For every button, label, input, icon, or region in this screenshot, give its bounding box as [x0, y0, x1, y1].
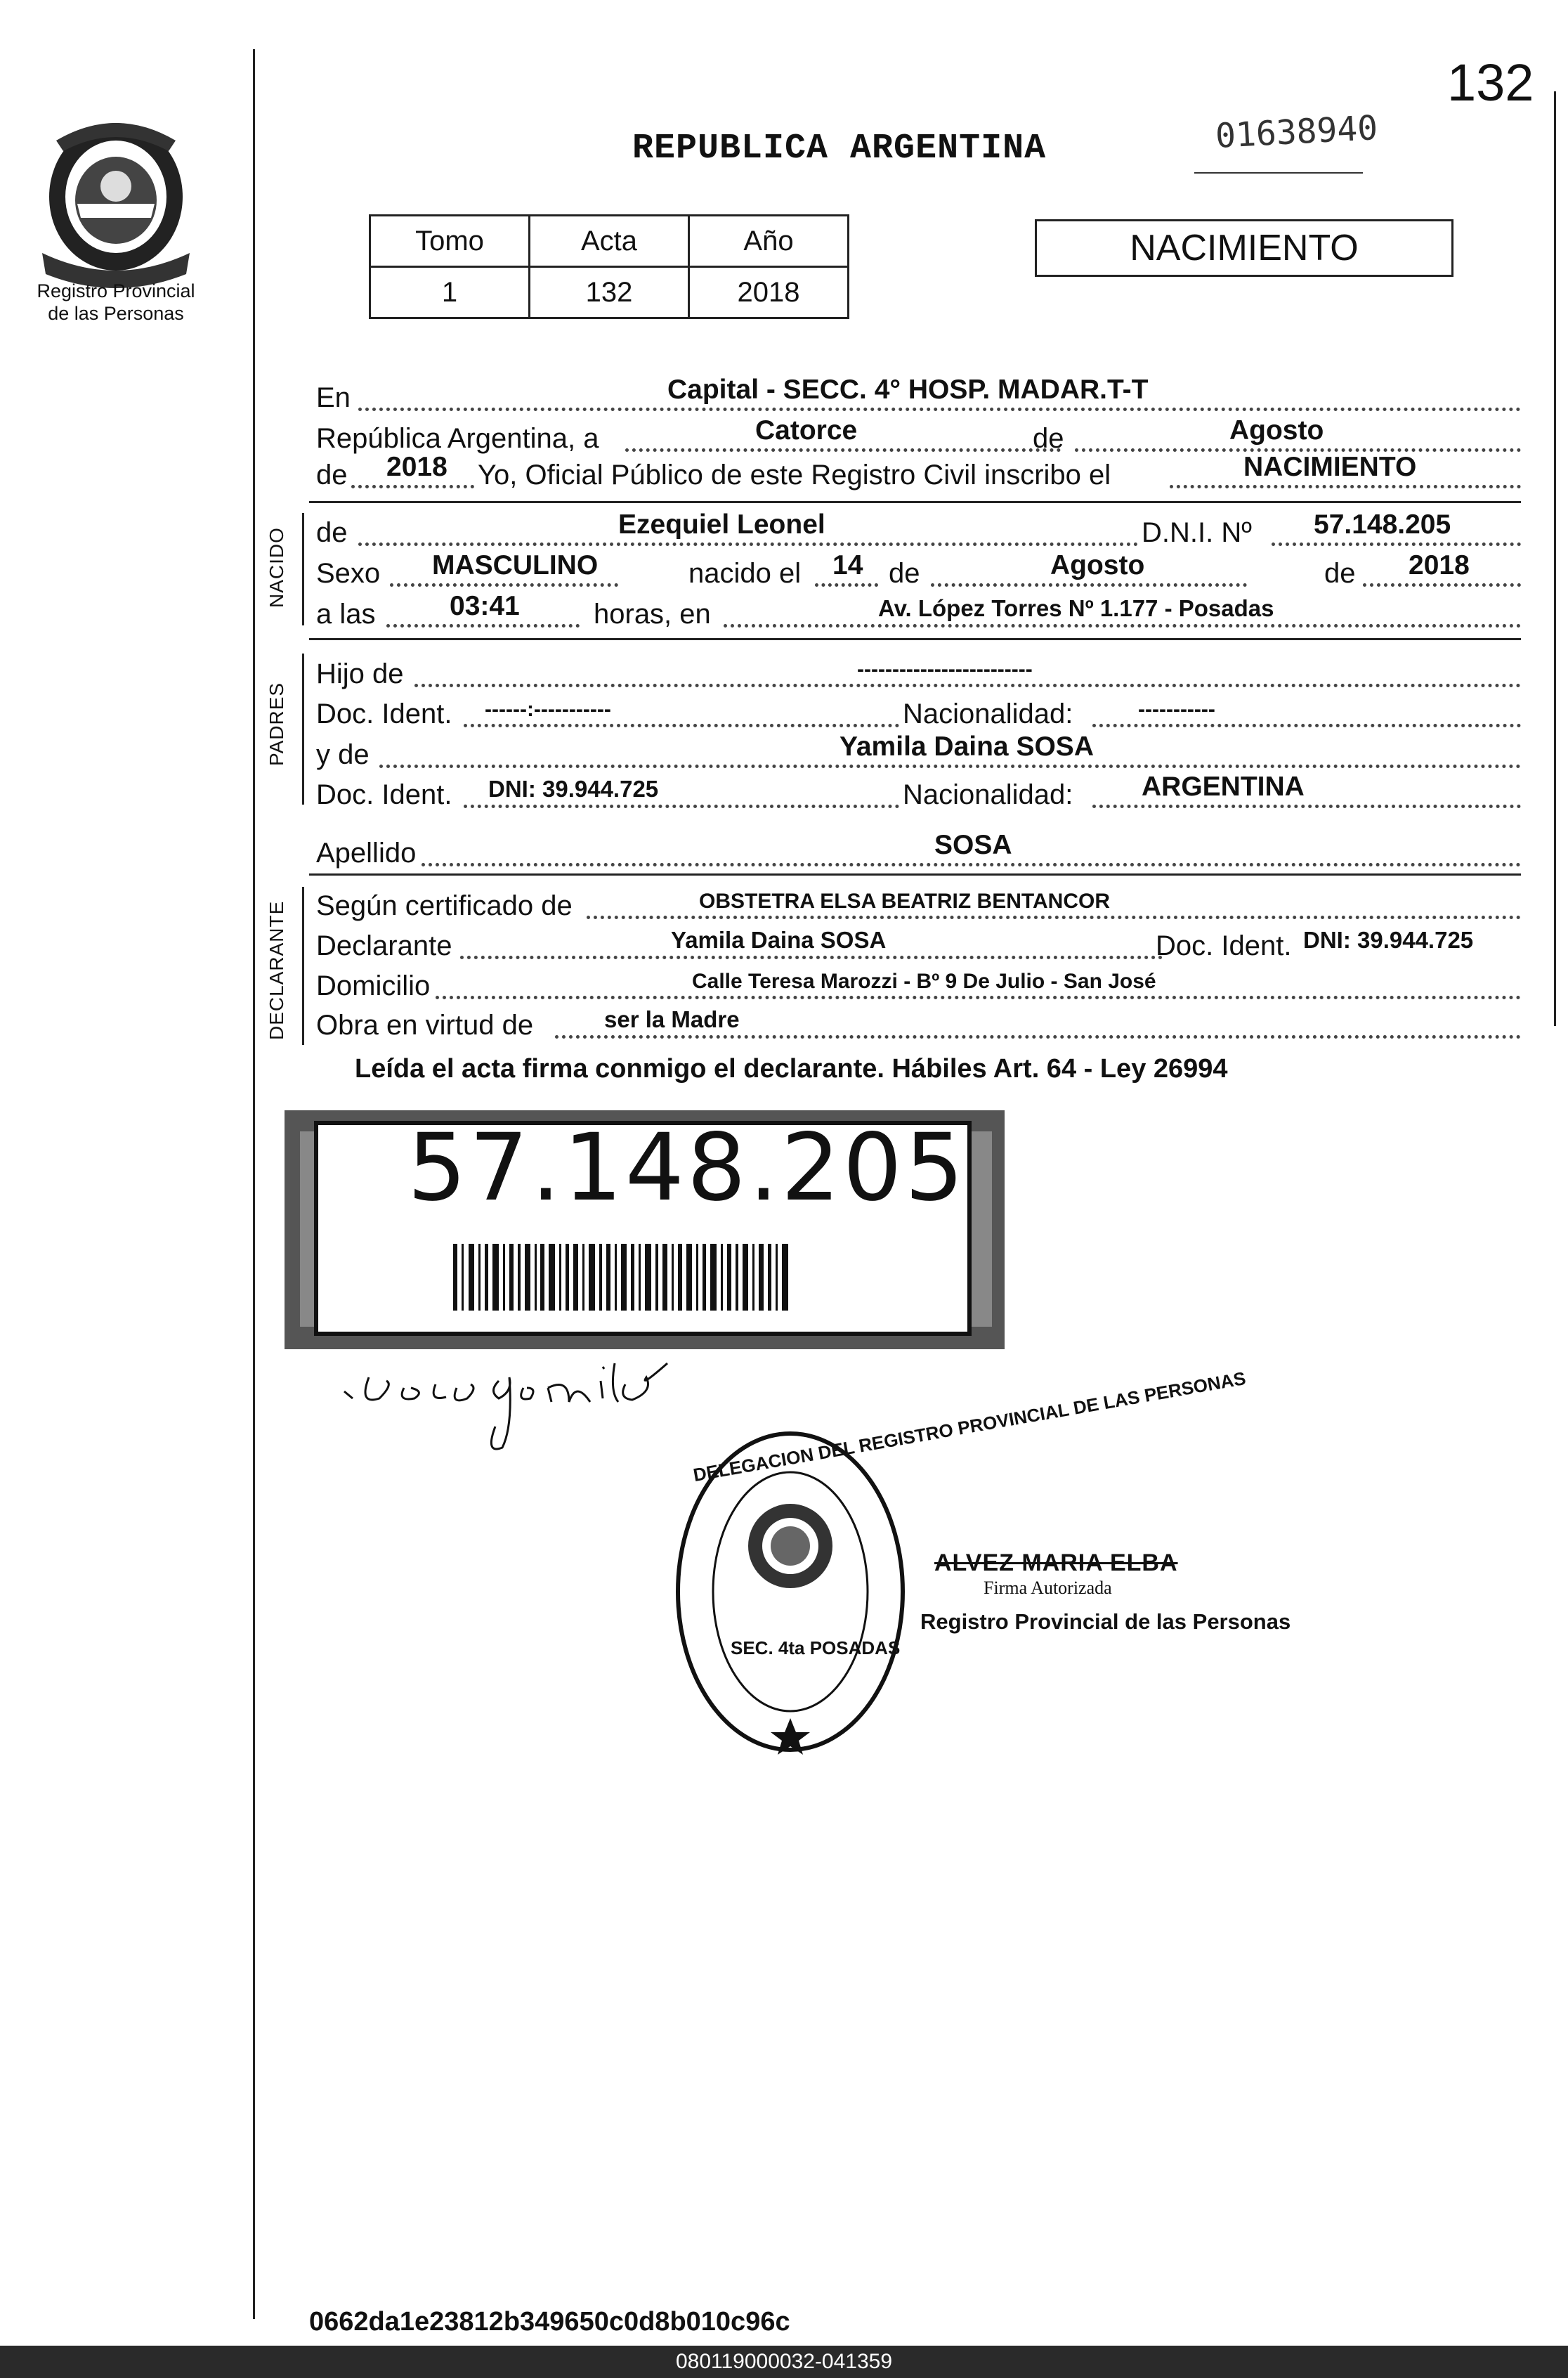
republica-label: República Argentina, a — [316, 423, 599, 454]
row-republica — [316, 417, 1521, 456]
mes-value: Agosto — [1229, 415, 1324, 446]
seal-outer-text: DELEGACION DEL REGISTRO PROVINCIAL DE LAS PERSONAS — [691, 1367, 1248, 1486]
madre-nacionalidad: ARGENTINA — [1142, 772, 1305, 802]
nacido-bracket — [302, 513, 304, 625]
declarante-signature — [337, 1349, 674, 1469]
dotted-line — [351, 485, 474, 488]
record-type-box: NACIMIENTO — [1035, 219, 1453, 277]
record-header-tomo: Tomo — [370, 216, 530, 267]
padres-section-label: PADRES — [266, 682, 287, 766]
madre-nacionalidad-label: Nacionalidad: — [903, 779, 1073, 810]
row-nacido-sexo — [316, 552, 1521, 591]
apellido-value: SOSA — [934, 830, 1012, 860]
padres-bracket — [302, 654, 304, 805]
anio-value: 2018 — [386, 452, 447, 482]
record-value-anio: 2018 — [689, 267, 849, 318]
nacido-nombre: Ezequiel Leonel — [618, 509, 825, 540]
nacido-dia: 14 — [832, 550, 863, 580]
record-value-acta: 132 — [530, 267, 689, 318]
dotted-line — [815, 583, 878, 587]
inscribo-value: NACIMIENTO — [1243, 452, 1417, 482]
nacido-anio: 2018 — [1409, 550, 1470, 580]
nacido-el-label: nacido el — [688, 558, 802, 589]
dotted-line — [436, 996, 1521, 999]
page-number: 132 — [1447, 53, 1534, 112]
padre-nacionalidad-label: Nacionalidad: — [903, 699, 1073, 729]
row-apellido — [316, 831, 1521, 871]
row-madre — [316, 733, 1521, 772]
domicilio-label: Domicilio — [316, 970, 431, 1001]
y-de-label: y de — [316, 739, 370, 770]
dni-label: D.N.I. Nº — [1142, 517, 1252, 548]
authorized-signer-name: ALVEZ MARIA ELBA — [934, 1549, 1178, 1576]
dotted-line — [386, 624, 580, 628]
de-label: de — [1033, 423, 1064, 454]
firma-autorizada-label: Firma Autorizada — [984, 1578, 1112, 1598]
sexo-label: Sexo — [316, 558, 381, 589]
dotted-line — [414, 684, 1521, 687]
row-obra — [316, 1003, 1521, 1043]
declarante-doc: DNI: 39.944.725 — [1303, 927, 1474, 953]
record-table — [369, 214, 849, 319]
apellido-label: Apellido — [316, 838, 417, 869]
nacido-de-label3: de — [1324, 558, 1356, 589]
padre-nombre: ------------------------- — [857, 658, 1033, 681]
registry-signature-label: Registro Provincial de las Personas — [920, 1609, 1291, 1634]
dotted-line — [422, 863, 1521, 866]
province-emblem-logo — [28, 112, 204, 288]
certificado-label: Según certificado de — [316, 890, 573, 921]
dotted-line — [724, 624, 1521, 628]
padre-doc: ------:----------- — [485, 698, 611, 721]
madre-doc-label: Doc. Ident. — [316, 779, 452, 810]
dotted-line — [464, 805, 899, 808]
row-domicilio — [316, 964, 1521, 1003]
record-header-anio: Año — [689, 216, 849, 267]
nacido-section-label: NACIDO — [266, 527, 287, 608]
seal-inner-text: SEC. 4ta POSADAS — [731, 1637, 901, 1658]
nacido-mes: Agosto — [1050, 550, 1145, 580]
hijo-de-label: Hijo de — [316, 658, 404, 689]
serial-number: 01638940 — [1214, 108, 1379, 157]
dotted-line — [587, 916, 1521, 919]
row-madre-doc — [316, 773, 1521, 812]
declarante-doc-label: Doc. Ident. — [1156, 930, 1292, 961]
dotted-line — [464, 724, 899, 727]
record-value-tomo: 1 — [370, 267, 530, 318]
row-padre-doc — [316, 692, 1521, 732]
dotted-line — [460, 956, 1163, 959]
hora-value: 03:41 — [450, 591, 520, 621]
nacido-de-label: de — [316, 517, 348, 548]
certificado-value: OBSTETRA ELSA BEATRIZ BENTANCOR — [699, 890, 1110, 913]
dotted-line — [625, 448, 1061, 452]
obra-label: Obra en virtud de — [316, 1010, 534, 1041]
dotted-line — [358, 408, 1521, 411]
footer-code: 080119000032-041359 — [0, 2346, 1568, 2378]
padre-nacionalidad: ----------- — [1138, 698, 1215, 721]
declarante-bracket — [302, 887, 304, 1045]
row-nacido-hora — [316, 592, 1521, 632]
dotted-line — [379, 765, 1521, 768]
row-hijo-de — [316, 652, 1521, 691]
row-en — [316, 376, 1521, 415]
dotted-line — [1363, 583, 1521, 587]
en-value: Capital - SECC. 4° HOSP. MADAR.T-T — [667, 375, 1149, 405]
inscribo-label: Yo, Oficial Público de este Registro Civil inscribo el — [478, 460, 1111, 490]
dotted-line — [390, 583, 618, 587]
dotted-line — [1170, 485, 1521, 488]
dia-value: Catorce — [755, 415, 858, 446]
horas-en-label: horas, en — [594, 599, 711, 630]
section-divider — [309, 873, 1521, 876]
madre-doc: DNI: 39.944.725 — [488, 776, 659, 802]
registry-label — [14, 280, 218, 325]
madre-nombre: Yamila Daina SOSA — [839, 732, 1094, 762]
sexo-value: MASCULINO — [432, 550, 599, 580]
registry-label-line2: de las Personas — [48, 303, 184, 324]
section-divider — [309, 501, 1521, 503]
sticker-dni-number: 57.148.205 — [407, 1114, 967, 1222]
padre-doc-label: Doc. Ident. — [316, 699, 452, 729]
de2-label: de — [316, 460, 348, 490]
dotted-line — [555, 1035, 1521, 1039]
en-label: En — [316, 382, 351, 413]
a-las-label: a las — [316, 599, 376, 630]
document-title: REPUBLICA ARGENTINA — [632, 129, 1047, 169]
row-nacido-nombre — [316, 511, 1521, 550]
dotted-line — [358, 542, 1138, 546]
obra-value: ser la Madre — [604, 1006, 740, 1032]
lugar-value: Av. López Torres Nº 1.177 - Posadas — [878, 595, 1274, 621]
nacido-dni: 57.148.205 — [1314, 509, 1451, 540]
right-margin-line — [1554, 91, 1556, 1026]
row-inscribo — [316, 453, 1521, 493]
row-declarante — [316, 924, 1521, 963]
dotted-line — [931, 583, 1247, 587]
dotted-line — [1092, 805, 1521, 808]
declarante-section-label: DECLARANTE — [266, 900, 287, 1040]
leida-statement: Leída el acta firma conmigo el declarante. Hábiles Art. 64 - Ley 26994 — [355, 1054, 1228, 1084]
record-header-acta: Acta — [530, 216, 689, 267]
declarante-value: Yamila Daina SOSA — [671, 927, 887, 953]
declarante-label: Declarante — [316, 930, 452, 961]
domicilio-value: Calle Teresa Marozzi - Bº 9 De Julio - San José — [692, 970, 1156, 993]
nacido-de-label2: de — [889, 558, 920, 589]
left-margin-line — [253, 49, 255, 2319]
serial-underline — [1194, 172, 1363, 174]
dotted-line — [1272, 542, 1521, 546]
row-certificado — [316, 884, 1521, 923]
registry-label-line1: Registro Provincial — [37, 280, 195, 301]
section-divider — [309, 638, 1521, 640]
document-hash: 0662da1e23812b349650c0d8b010c96c — [309, 2307, 790, 2337]
dotted-line — [1092, 724, 1521, 727]
